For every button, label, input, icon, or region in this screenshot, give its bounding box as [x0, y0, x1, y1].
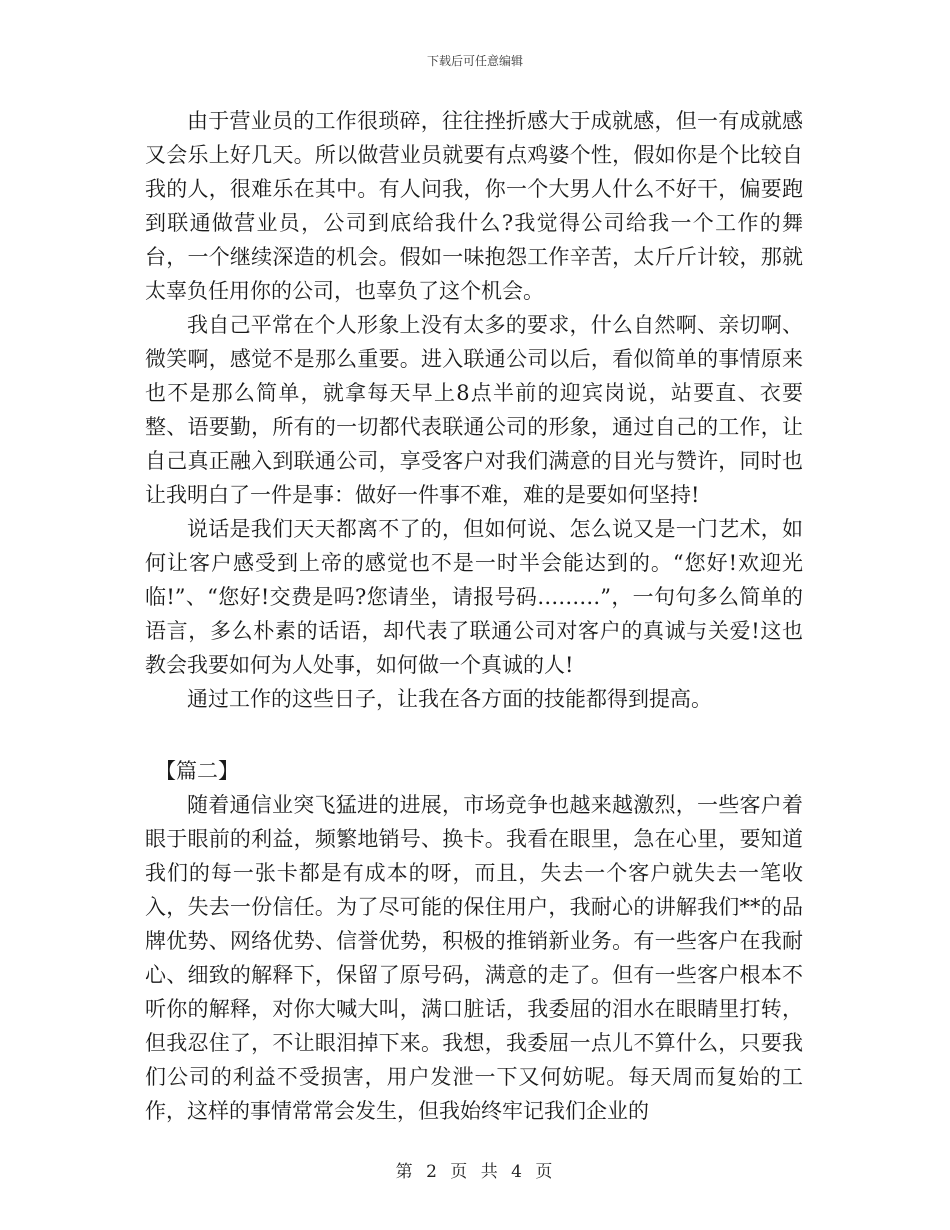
paragraph-2: 我自己平常在个人形象上没有太多的要求，什么自然啊、亲切啊、微笑啊，感觉不是那么重要。进入联通公司以后，看似简单的事情原来也不是那么简单，就拿每天早上8点半前的迎宾岗说，站要直、衣要整、语要勤，所有的一切都代表联通公司的形象，通过自己的工作，让自己真正融入到联通公司，享受客户对我们满意的目光与赞许，同时也让我明白了一件是事：做好一件事不难，难的是要如何坚持! [145, 313, 803, 507]
paragraph-4: 通过工作的这些日子，让我在各方面的技能都得到提高。 [187, 687, 712, 711]
paragraph-3: 说话是我们天天都离不了的，但如何说、怎么说又是一门艺术，如何让客户感受到上帝的感觉也不是一时半会能达到的。“您好!欢迎光临!”、“您好!交费是吗?您请坐，请报号码………”，一句句多么简单的语言，多么朴素的话语，却代表了联通公司对客户的真诚与关爱!这也教会我要如何为人处事，如何做一个真诚的人! [145, 517, 803, 677]
footer-prefix: 第 [395, 1162, 415, 1182]
section-2-paragraph: 随着通信业突飞猛进的进展，市场竞争也越来越激烈，一些客户着眼于眼前的利益，频繁地销号、换卡。我看在眼里，急在心里，要知道我们的每一张卡都是有成本的呀，而且，失去一个客户就失去一笔收入，失去一份信任。为了尽可能的保住用户，我耐心的讲解我们**的品牌优势、网络优势、信誉优势，积极的推销新业务。有一些客户在我耐心、细致的解释下，保留了原号码，满意的走了。但有一些客户根本不听你的解释，对你大喊大叫，满口脏话，我委屈的泪水在眼睛里打转，但我忍住了，不让眼泪掉下来。我想，我委屈一点儿不算什么，只要我们公司的利益不受损害，用户发泄一下又何妨呢。每天周而复始的工作，这样的事情常常会发生，但我始终牢记我们企业的 [145, 793, 803, 1123]
footer-suffix: 页 [535, 1162, 555, 1182]
page-footer [0, 1157, 950, 1182]
footer-page-number: 2 [426, 1162, 439, 1182]
footer-total-word: 共 [480, 1162, 500, 1182]
paragraph-1: 由于营业员的工作很琐碎，往往挫折感大于成就感，但一有成就感又会乐上好几天。所以做营业员就要有点鸡婆个性，假如你是个比较自我的人，很难乐在其中。有人问我，你一个大男人什么不好干，偏要跑到联通做营业员，公司到底给我什么?我觉得公司给我一个工作的舞台，一个继续深造的机会。假如一味抱怨工作辛苦，太斤斤计较，那就太辜负任用你的公司，也辜负了这个机会。 [145, 109, 803, 303]
section-title: 【篇二】 [155, 759, 239, 783]
footer-total-pages: 4 [511, 1162, 524, 1182]
page-header: 下载后可任意编辑 [426, 54, 523, 68]
document-body [145, 104, 803, 1128]
footer-page-word: 页 [450, 1162, 470, 1182]
